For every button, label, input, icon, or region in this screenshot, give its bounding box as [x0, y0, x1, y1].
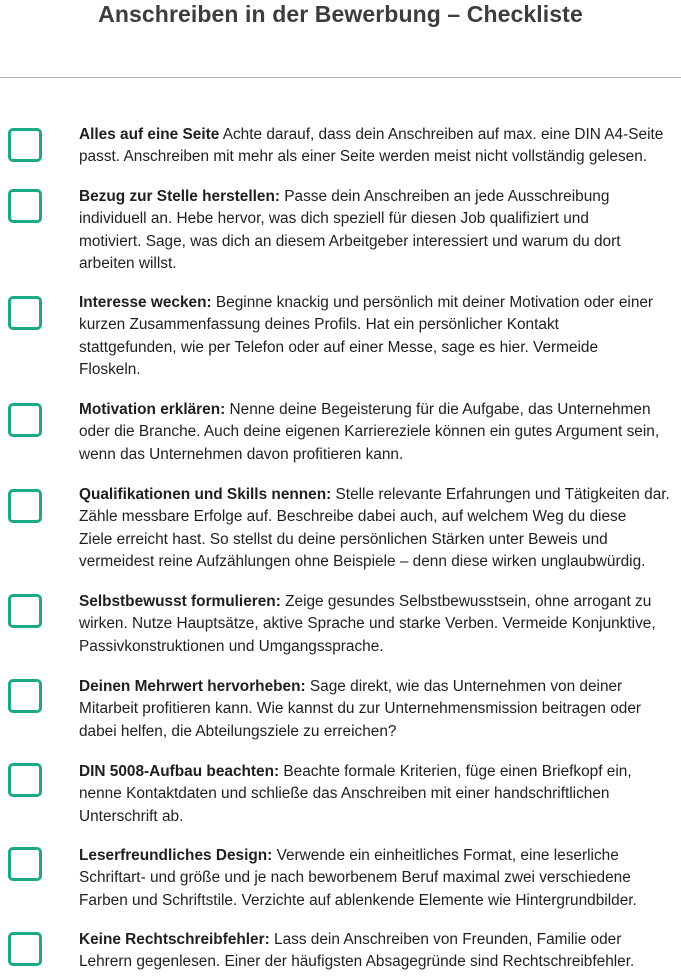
checklist-item-line: Unterschrift ab.: [79, 807, 184, 825]
checklist-item-text: [79, 124, 681, 169]
checkbox[interactable]: [8, 189, 42, 223]
checklist-item-line: Passivkonstruktionen und Umgangssprache.: [79, 637, 384, 655]
checklist-item-text: [79, 186, 681, 275]
checkbox[interactable]: [8, 679, 42, 713]
checkbox[interactable]: [8, 932, 42, 966]
checkbox[interactable]: [8, 847, 42, 881]
checklist-item-text: [79, 399, 681, 466]
checklist-item-line: Achte darauf, dass dein Anschreiben auf max. eine DIN A4-Seite: [219, 126, 664, 143]
checklist-item-line: wenn das Unternehmen davon profitieren kann.: [79, 445, 404, 463]
checklist-item-line: Beachte formale Kriterien, füge einen Briefkopf ein,: [279, 763, 632, 780]
checklist-item-line: Lass dein Anschreiben von Freunden, Familie oder: [269, 931, 622, 948]
checklist-item-line: Beginne knackig und persönlich mit deiner Motivation oder einer: [211, 294, 654, 311]
checklist-item-line: Stelle relevante Erfahrungen und Tätigkeiten dar.: [331, 486, 670, 503]
checklist-item-title: Qualifikationen und Skills nennen:: [79, 486, 332, 503]
checklist-item-text: [79, 761, 681, 828]
checklist-item-title: Deinen Mehrwert hervorheben:: [79, 678, 306, 695]
checkbox[interactable]: [8, 296, 42, 330]
checklist-item-line: arbeiten willst.: [79, 254, 177, 272]
checklist-item-line: Floskeln.: [79, 360, 141, 378]
checklist-item-title: Keine Rechtschreibfehler:: [79, 931, 270, 948]
checklist-item-line: kurzen Zusammenfassung deines Profils. Hat ein persönlicher Kontakt: [79, 316, 559, 334]
checklist-item-line: Schriftart- und größe und je nach beworbenem Beruf maximal zwei verschiedene: [79, 869, 631, 887]
checklist-item-line: passt. Anschreiben mit mehr als einer Seite werden meist nicht vollständig gelesen.: [79, 148, 648, 166]
checklist-item-title: Bezug zur Stelle herstellen:: [79, 188, 280, 205]
title-divider: [0, 77, 681, 78]
checklist-item-line: oder die Branche. Auch deine eigenen Karriereziele können ein gutes Argument sein,: [79, 423, 660, 441]
checkbox[interactable]: [8, 403, 42, 437]
checklist-item-line: stattgefunden, wie per Telefon oder auf einer Messe, sage es hier. Vermeide: [79, 338, 599, 356]
checklist-item-line: Ziele erreicht hast. So stellst du deine persönlichen Stärken unter Beweis und: [79, 530, 608, 548]
checklist-item-line: Mitarbeit profitieren kann. Wie kannst du zur Unternehmensmission beitragen oder: [79, 700, 642, 718]
checklist-item-text: [79, 484, 681, 573]
checklist-item-line: motiviert. Sage, was dich an diesem Arbeitgeber interessiert und warum du dort: [79, 232, 621, 250]
checkbox[interactable]: [8, 594, 42, 628]
checklist-item-line: nenne Kontaktdaten und schließe das Anschreiben mit einer handschriftlichen: [79, 785, 610, 803]
checklist-item-text: [79, 845, 681, 912]
checklist-item-title: DIN 5008-Aufbau beachten:: [79, 763, 280, 780]
checklist-item-text: [79, 591, 681, 658]
checklist-item-line: Verwende ein einheitliches Format, eine leserliche: [272, 847, 619, 864]
checklist-item-title: Selbstbewusst formulieren:: [79, 593, 281, 610]
checklist-item-line: Lehrern gegenlesen. Einer der häufigsten Absagegründe sind Rechtschreibfehler.: [79, 953, 635, 971]
checklist-item-line: vermeidest reine Aufzählungen ohne Beispiele – denn diese wirken unglaubwürdig.: [79, 552, 646, 570]
checklist-item-line: Farben und Schriftstile. Verzichte auf ablenkende Elemente wie Hintergrundbilder.: [79, 891, 637, 909]
checklist-item-line: Zähle messbare Erfolge auf. Beschreibe dabei auch, auf welchem Weg du diese: [79, 508, 627, 526]
checklist-item-title: Alles auf eine Seite: [79, 126, 220, 143]
checklist-item-title: Motivation erklären:: [79, 401, 226, 418]
checklist-item-text: [79, 929, 681, 974]
checklist-item-line: wirken. Nutze Hauptsätze, aktive Sprache und starke Verben. Vermeide Konjunktive,: [79, 615, 656, 633]
checkbox[interactable]: [8, 128, 42, 162]
checklist-item-line: Passe dein Anschreiben an jede Ausschreibung: [279, 188, 610, 205]
checklist-item-line: individuell an. Hebe hervor, was dich speziell für diesen Job qualifiziert und: [79, 210, 589, 228]
checklist-item-line: Nenne deine Begeisterung für die Aufgabe, das Unternehmen: [225, 401, 651, 418]
page-title: Anschreiben in der Bewerbung – Checkliste: [98, 1, 583, 27]
checkbox[interactable]: [8, 763, 42, 797]
checkbox[interactable]: [8, 489, 42, 523]
checklist-item-line: Zeige gesundes Selbstbewusstsein, ohne arrogant zu: [280, 593, 652, 610]
checklist-item-text: [79, 292, 681, 381]
checklist-item-title: Interesse wecken:: [79, 294, 212, 311]
checklist-item-line: dabei helfen, die Abteilungsziele zu erreichen?: [79, 722, 397, 740]
checklist-item-line: Sage direkt, wie das Unternehmen von deiner: [305, 678, 623, 695]
checklist-item-text: [79, 676, 681, 743]
checklist-item-title: Leserfreundliches Design:: [79, 847, 273, 864]
